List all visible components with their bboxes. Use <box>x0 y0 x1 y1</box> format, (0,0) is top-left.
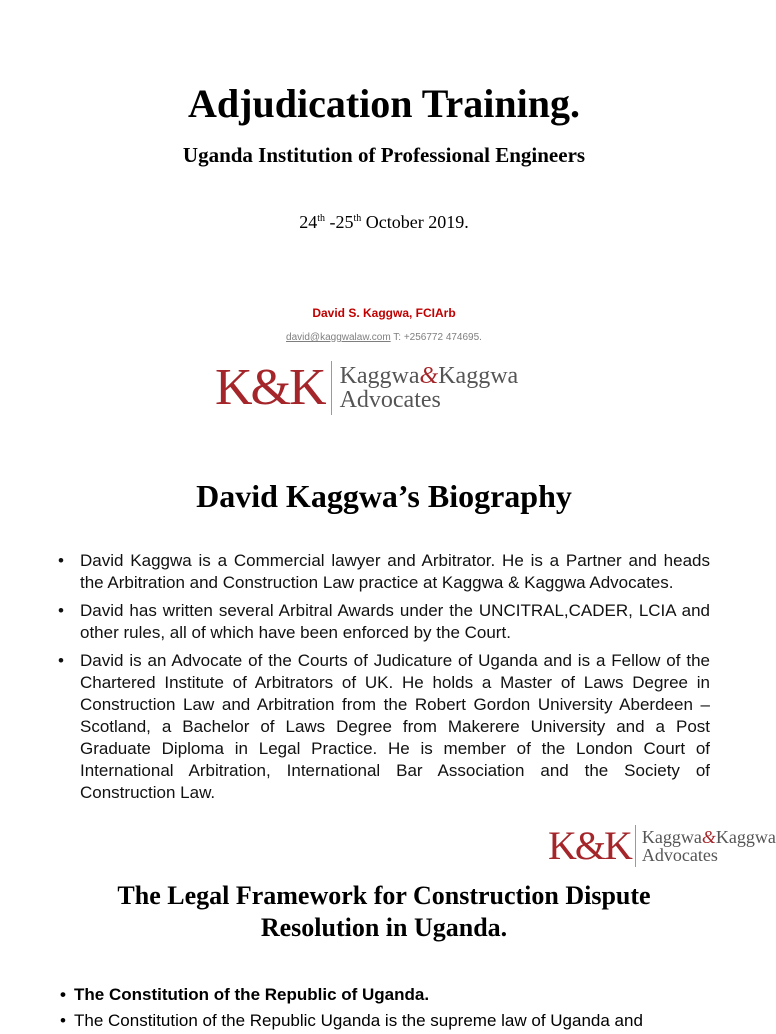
list-item-text: David has written several Arbitral Awards under the UNCITRAL,CADER, LCIA and other rules, all of which have been enforced by the Court. <box>80 601 710 642</box>
bullet-icon: • <box>60 985 66 1004</box>
logo-tagline: Advocates <box>641 844 718 865</box>
logo-tagline: Advocates <box>339 386 441 413</box>
logo-words <box>340 364 519 412</box>
date-rest: October 2019. <box>361 212 469 232</box>
biography-title: David Kaggwa’s Biography <box>196 478 572 514</box>
page-subtitle: Uganda Institution of Professional Engineers <box>182 143 586 167</box>
list-item <box>58 550 710 594</box>
contact-line <box>0 332 768 343</box>
logo-amp: & <box>419 362 439 389</box>
bullet-icon: • <box>58 651 64 670</box>
list-item-text: The Constitution of the Republic Uganda is the supreme law of Uganda and <box>74 1011 643 1030</box>
logo-divider <box>331 361 332 415</box>
logo-name-right: Kaggwa <box>438 362 519 389</box>
logo-words <box>642 828 776 864</box>
list-item-text: David is an Advocate of the Courts of Judicature of Uganda and is a Fellow of the Chartered Institute of Arbitrators of UK. He holds a Master of Laws Degree in Construction Law and Arbitration from the Robert Gordon University Aberdeen – Scotland, a Bachelor of Laws Degree from Makerere University and a Post Graduate Diploma in Legal Practice. He is member of the London Court of International Arbitration, International Bar Association and the Society of Construction Law. <box>80 651 710 802</box>
logo-name-left: Kaggwa <box>641 826 702 847</box>
event-date <box>0 212 768 233</box>
title-line-1: The Legal Framework for Construction Dispute <box>117 881 651 910</box>
bullet-icon: • <box>60 1011 66 1030</box>
phone-number: T: +256772 474695. <box>390 332 482 343</box>
list-item <box>58 650 710 804</box>
email-link[interactable]: david@kaggwalaw.com <box>286 332 391 343</box>
firm-logo <box>215 358 518 417</box>
title-line-2: Resolution in Uganda. <box>260 913 508 942</box>
logo-mark: K&K <box>548 823 631 868</box>
date-day2-suffix: th <box>353 213 362 224</box>
firm-logo-small <box>548 822 776 869</box>
logo-mark: K&K <box>215 359 325 416</box>
date-day1-suffix: th <box>317 213 325 224</box>
logo-amp: & <box>701 826 716 847</box>
date-separator: -25 <box>325 212 354 232</box>
bullet-icon: • <box>58 601 64 620</box>
legal-framework-list <box>60 982 720 1034</box>
logo-name-right: Kaggwa <box>715 826 776 847</box>
list-item <box>60 982 720 1008</box>
logo-name-left: Kaggwa <box>339 362 420 389</box>
presenter-name: David S. Kaggwa, FCIArb <box>312 306 456 320</box>
list-item-text: The Constitution of the Republic of Uganda. <box>74 985 430 1004</box>
list-item <box>60 1008 720 1034</box>
legal-framework-title <box>0 880 768 944</box>
logo-divider <box>635 825 636 867</box>
list-item <box>58 600 710 644</box>
bullet-icon: • <box>58 551 64 570</box>
page-title: Adjudication Training. <box>188 81 580 126</box>
biography-list <box>58 550 710 810</box>
date-day1: 24 <box>299 212 318 232</box>
list-item-text: David Kaggwa is a Commercial lawyer and Arbitrator. He is a Partner and heads the Arbitration and Construction Law practice at Kaggwa & Kaggwa Advocates. <box>80 551 710 592</box>
